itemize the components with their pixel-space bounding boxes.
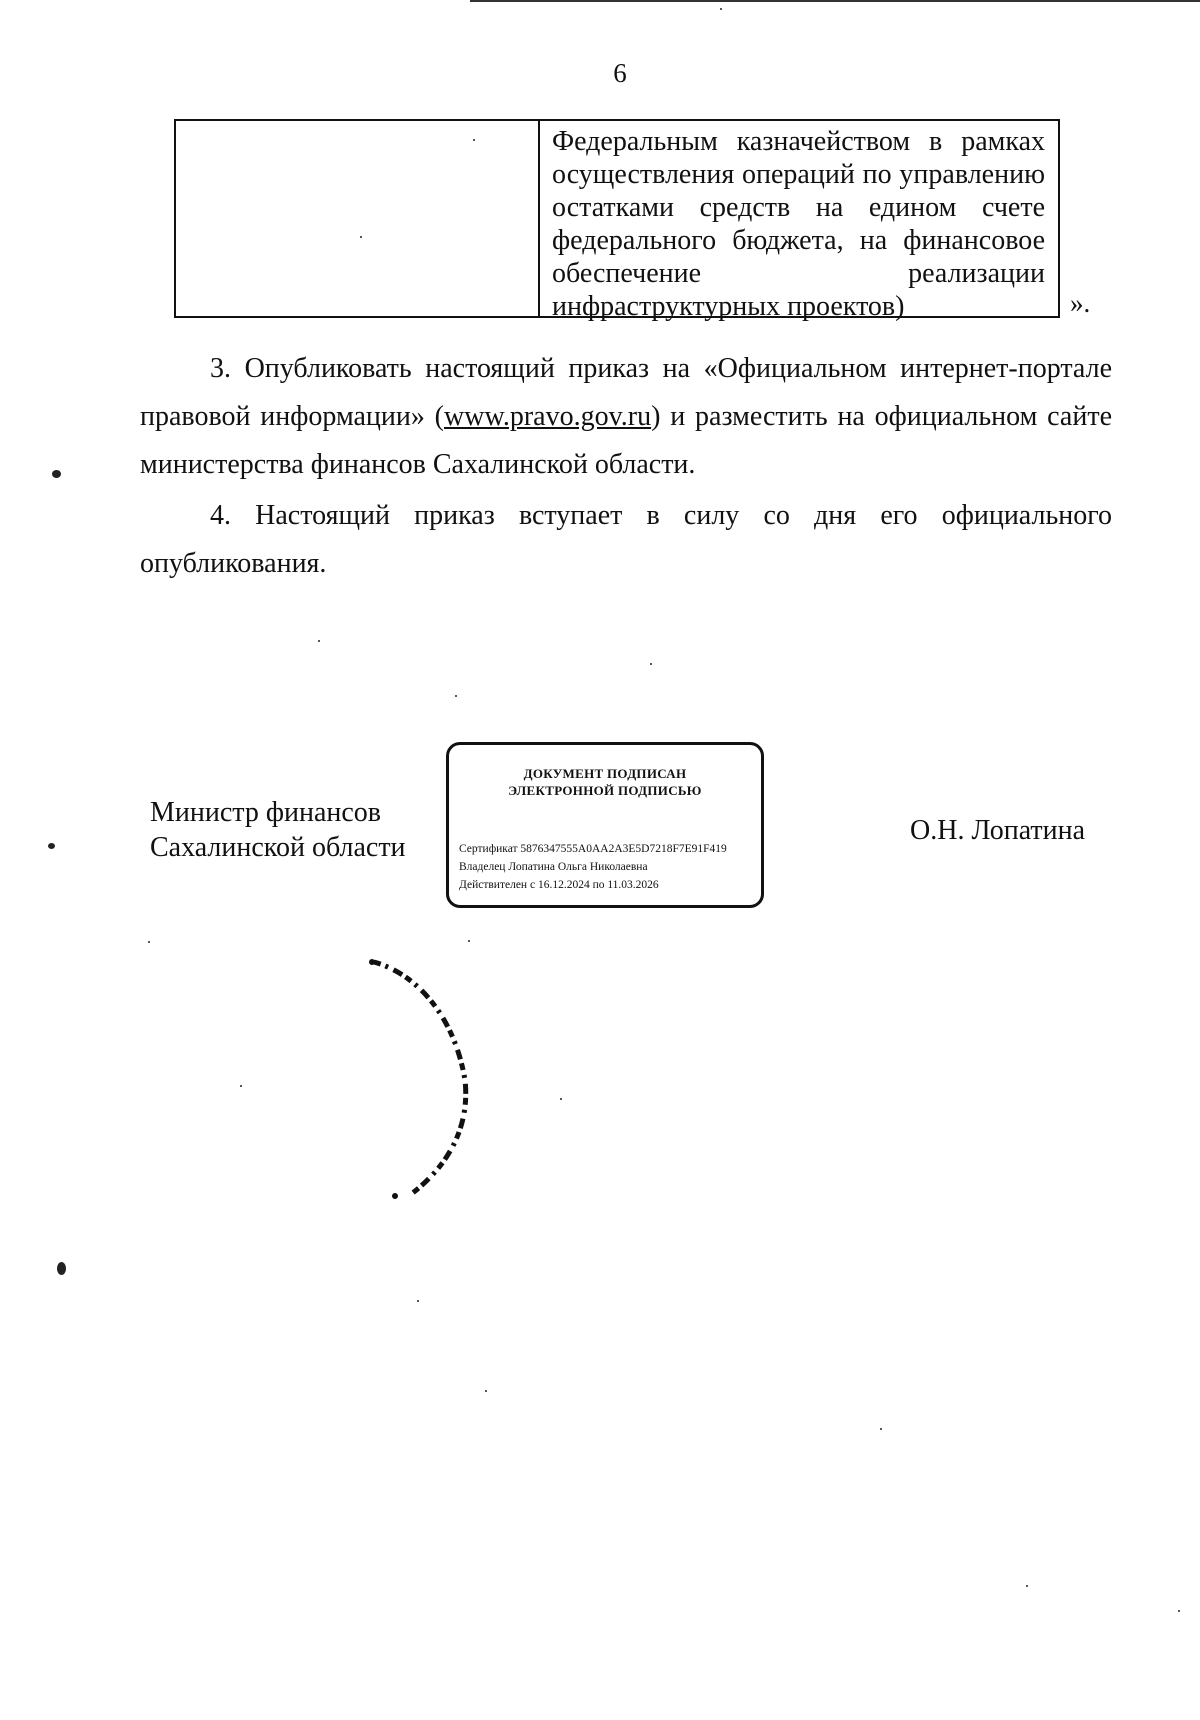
table-cell-line: остатками средств на едином счете	[552, 192, 1045, 223]
signer-position	[150, 795, 406, 865]
scan-speck	[52, 470, 61, 478]
stamp-header	[449, 765, 761, 799]
stamp-owner: Владелец Лопатина Ольга Николаевна	[459, 861, 648, 873]
pravo-link[interactable]: www.pravo.gov.ru	[444, 401, 652, 432]
table-cell-line: федерального бюджета, на финансовое	[552, 225, 1045, 256]
position-line-1: Министр финансов	[150, 797, 382, 828]
item-3-paragraph	[140, 345, 1112, 489]
seal-arc-mark	[360, 950, 480, 1210]
position-line-2: Сахалинской области	[150, 832, 406, 863]
scan-speck	[455, 695, 457, 697]
scan-speck	[148, 941, 150, 943]
scan-speck	[318, 640, 320, 642]
table-cell-right	[538, 121, 1057, 322]
scan-speck	[48, 843, 55, 849]
scan-speck	[473, 139, 475, 141]
page-number: 6	[613, 58, 627, 88]
scan-speck	[880, 1428, 882, 1430]
scan-speck	[57, 1262, 66, 1275]
stamp-certificate: Сертификат 5876347555А0АА2А3Е5D7218F7E91F419	[459, 843, 727, 855]
scan-speck	[360, 236, 362, 238]
top-rule	[470, 0, 1200, 2]
continuation-table	[174, 119, 1060, 322]
table-cell-line: обеспечение реализации	[552, 258, 1045, 289]
item-3-text-end: ) и разместить на официальном сайте министерства финансов Сахалинской области.	[140, 401, 1112, 480]
stamp-valid: Действителен с 16.12.2024 по 11.03.2026	[459, 879, 659, 891]
signer-name: О.Н. Лопатина	[910, 815, 1086, 846]
stamp-info	[459, 840, 727, 894]
scan-speck	[1178, 1610, 1180, 1612]
stamp-header-line-2: ЭЛЕКТРОННОЙ ПОДПИСЬЮ	[508, 783, 702, 798]
scan-speck	[650, 663, 652, 665]
scan-speck	[240, 1085, 242, 1087]
scan-speck	[485, 1390, 487, 1392]
item-4-paragraph: 4. Настоящий приказ вступает в силу со дня его официального опубликования.	[140, 500, 1112, 579]
item-3-text-start: 3. Опубликовать настоящий приказ на «Официальном интернет-портале правовой информации» (	[140, 353, 1112, 432]
electronic-signature-stamp	[446, 742, 764, 908]
scan-speck	[468, 940, 470, 942]
closing-quote: ».	[1070, 288, 1091, 318]
scan-speck	[1026, 1585, 1028, 1587]
scan-speck	[417, 1300, 419, 1302]
scan-speck	[720, 8, 722, 10]
table-cell-line: осуществления операций по управлению	[552, 159, 1045, 190]
table-cell-line: инфраструктурных проектов)	[552, 291, 905, 322]
table-cell-line: Федеральным казначейством в рамках	[552, 126, 1045, 157]
stamp-header-line-1: ДОКУМЕНТ ПОДПИСАН	[523, 766, 687, 781]
scan-speck	[560, 1098, 562, 1100]
